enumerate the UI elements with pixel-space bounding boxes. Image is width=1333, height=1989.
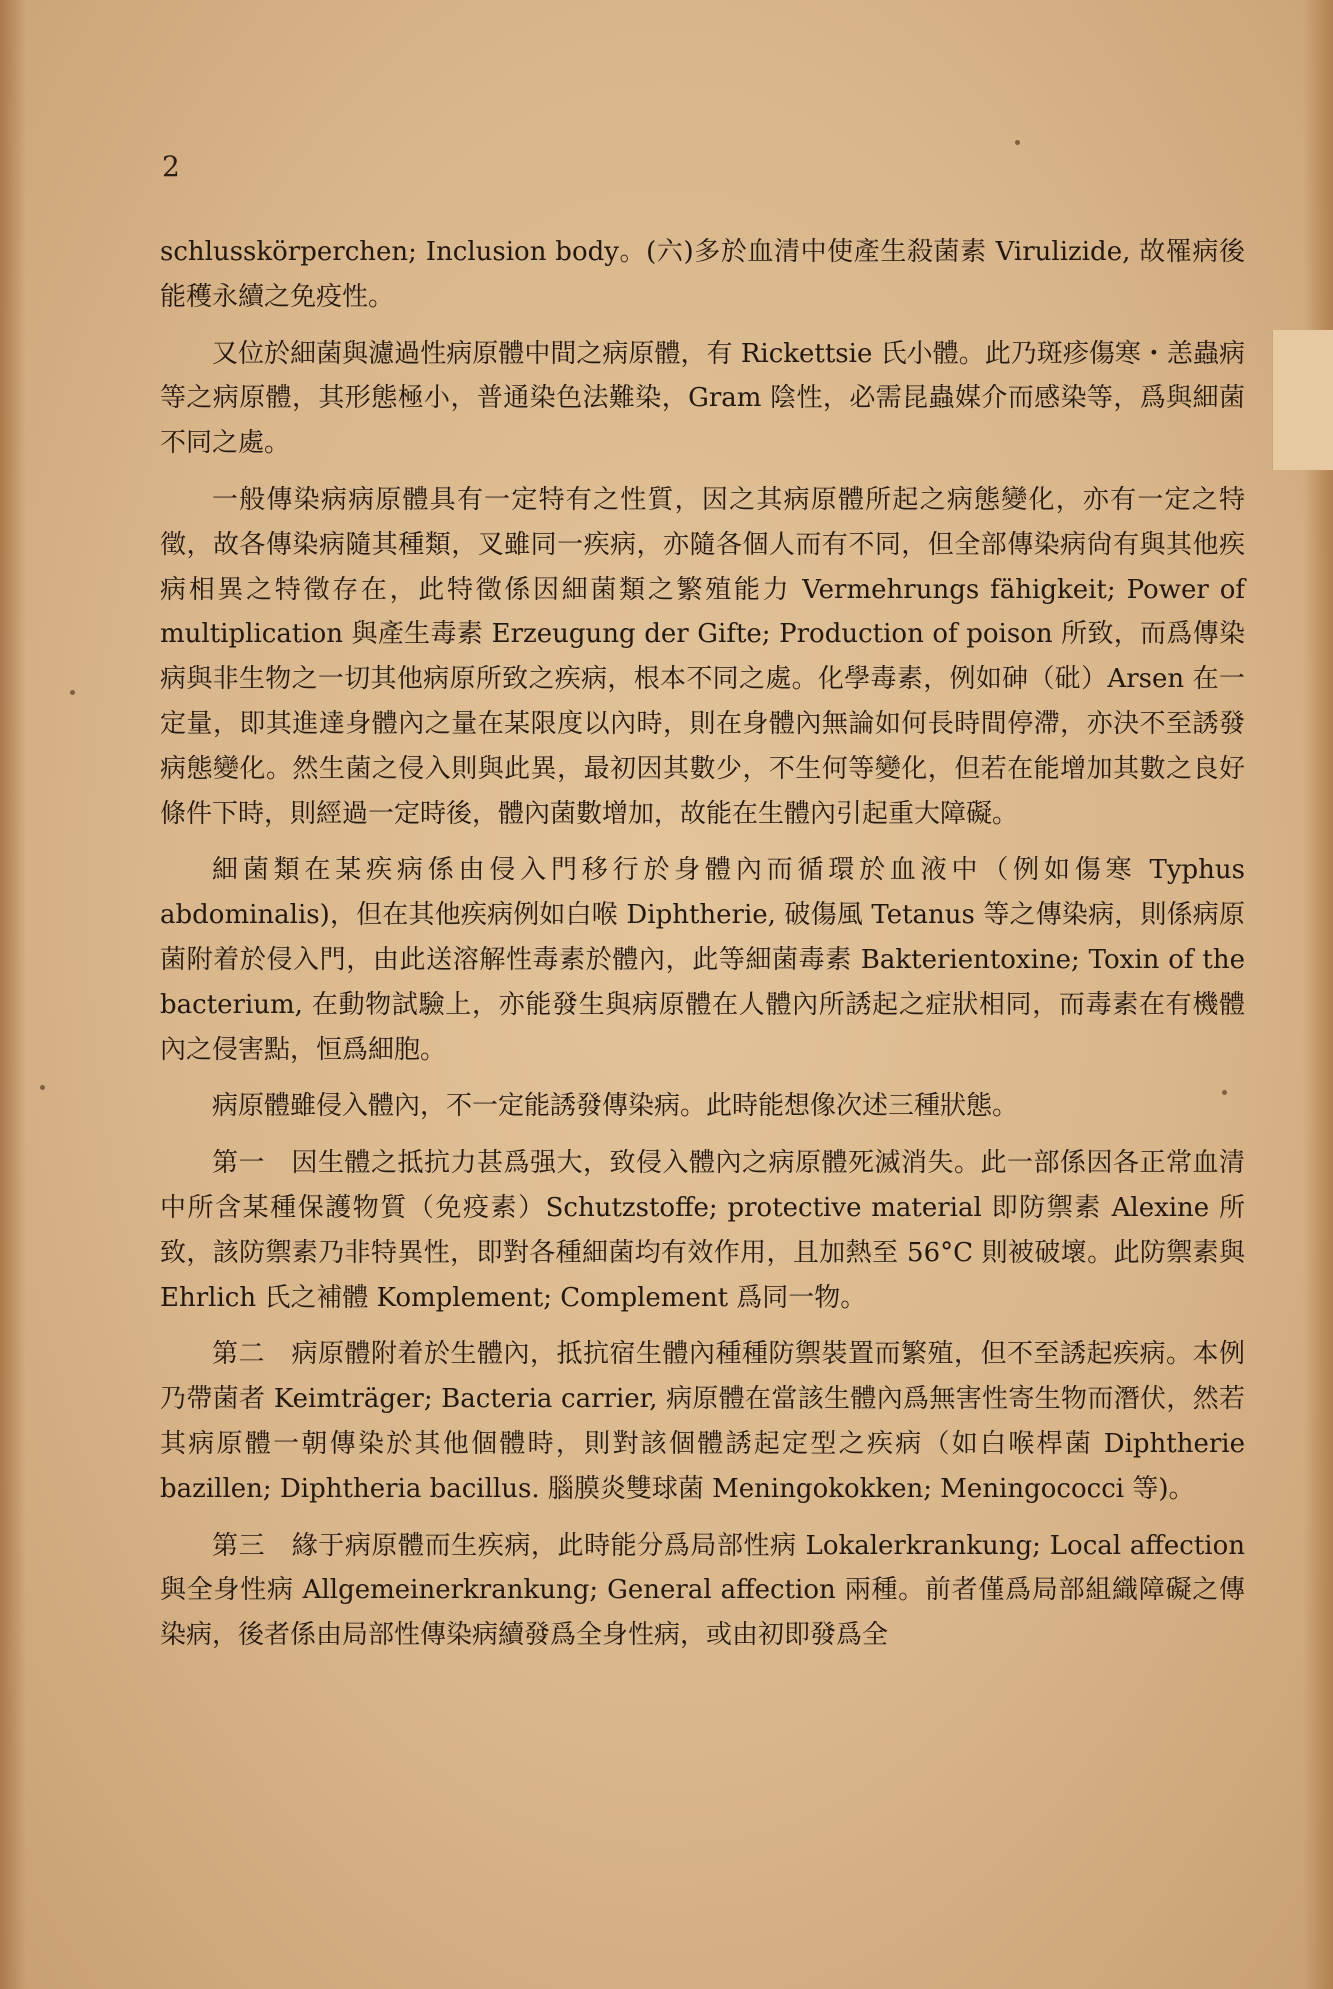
body-text — [160, 230, 1245, 1670]
page-tab-strip — [1272, 330, 1333, 470]
paragraph-3: 一般傳染病病原體具有一定特有之性質，因之其病原體所起之病態變化，亦有一定之特徵，故各傳染病隨其種類，叉雖同一疾病，亦隨各個人而有不同，但全部傳染病尙有與其他疾病相異之特徵存在，此特徵係因細菌類之繁殖能力 Vermehrungs fähigkeit; Power of multiplication 與產生毒素 Erzeugung der Gifte; Production of poison 所致，而爲傳染病與非生物之一切其他病原所致之疾病，根本不同之處。化學毒素，例如砷（砒）Arsen 在一定量，即其進達身體內之量在某限度以內時，則在身體內無論如何長時間停滯，亦決不至誘發病態變化。然生菌之侵入則與此異，最初因其數少，不生何等變化，但若在能增加其數之良好條件下時，則經過一定時後，體內菌數增加，故能在生體內引起重大障礙。 — [160, 484, 1245, 829]
paper-speck — [70, 690, 75, 695]
paper-speck — [1015, 140, 1020, 145]
page-edge-right — [1303, 0, 1333, 1989]
paragraph-1: schlusskörperchen; Inclusion body。(六)多於血清中使產生殺菌素 Virulizide, 故罹病後能穫永續之免疫性。 — [160, 237, 1245, 312]
paragraph-4: 細菌類在某疾病係由侵入門移行於身體內而循環於血液中（例如傷寒 Typhus abdominalis)，但在其他疾病例如白喉 Diphtherie, 破傷風 Tetanus 等之傳染病，則係病原菌附着於侵入門，由此送溶解性毒素於體內，此等細菌毒素 Bakterientoxine; Toxin of the bacterium, 在動物試驗上，亦能發生與病原體在人體內所誘起之症狀相同，而毒素在有機體內之侵害點，恒爲細胞。 — [160, 855, 1245, 1065]
paragraph-5: 病原體雖侵入體內，不一定能誘發傳染病。此時能想像次述三種狀態。 — [212, 1091, 1019, 1122]
paragraph-6: 第一 因生體之抵抗力甚爲强大，致侵入體內之病原體死滅消失。此一部係因各正常血清中所含某種保護物質（免疫素）Schutzstoffe; protective material 即防禦素 Alexine 所致，該防禦素乃非特異性，即對各種細菌均有效作用，且加熱至 56°C 則被破壞。此防禦素與 Ehrlich 氏之補體 Komplement; Complement 爲同一物。 — [160, 1148, 1245, 1313]
paper-speck — [40, 1085, 45, 1090]
paragraph-2: 又位於細菌與濾過性病原體中間之病原體，有 Rickettsie 氏小體。此乃斑疹傷寒・恙蟲病等之病原體，其形態極小，普通染色法難染，Gram 陰性，必需昆蟲媒介而感染等，爲與細菌不同之處。 — [160, 338, 1245, 459]
paragraph-7: 第二 病原體附着於生體內，抵抗宿生體內種種防禦裝置而繁殖，但不至誘起疾病。本例乃帶菌者 Keimträger; Bacteria carrier, 病原體在當該生體內爲無害性寄生物而潛伏，然若其病原體一朝傳染於其他個體時，則對該個體誘起定型之疾病（如白喉桿菌 Diphtherie bazillen; Diphtheria bacillus. 腦膜炎雙球菌 Meningokokken; Meningococci 等)。 — [160, 1339, 1245, 1504]
paragraph-8: 第三 緣于病原體而生疾病，此時能分爲局部性病 Lokalerkrankung; Local affection 與全身性病 Allgemeinerkrankung; General affection 兩種。前者僅爲局部組織障礙之傳染病，後者係由局部性傳染病續發爲全身性病，或由初即發爲全 — [160, 1530, 1245, 1651]
page-number: 2 — [162, 150, 180, 183]
page-edge-left — [0, 0, 26, 1989]
